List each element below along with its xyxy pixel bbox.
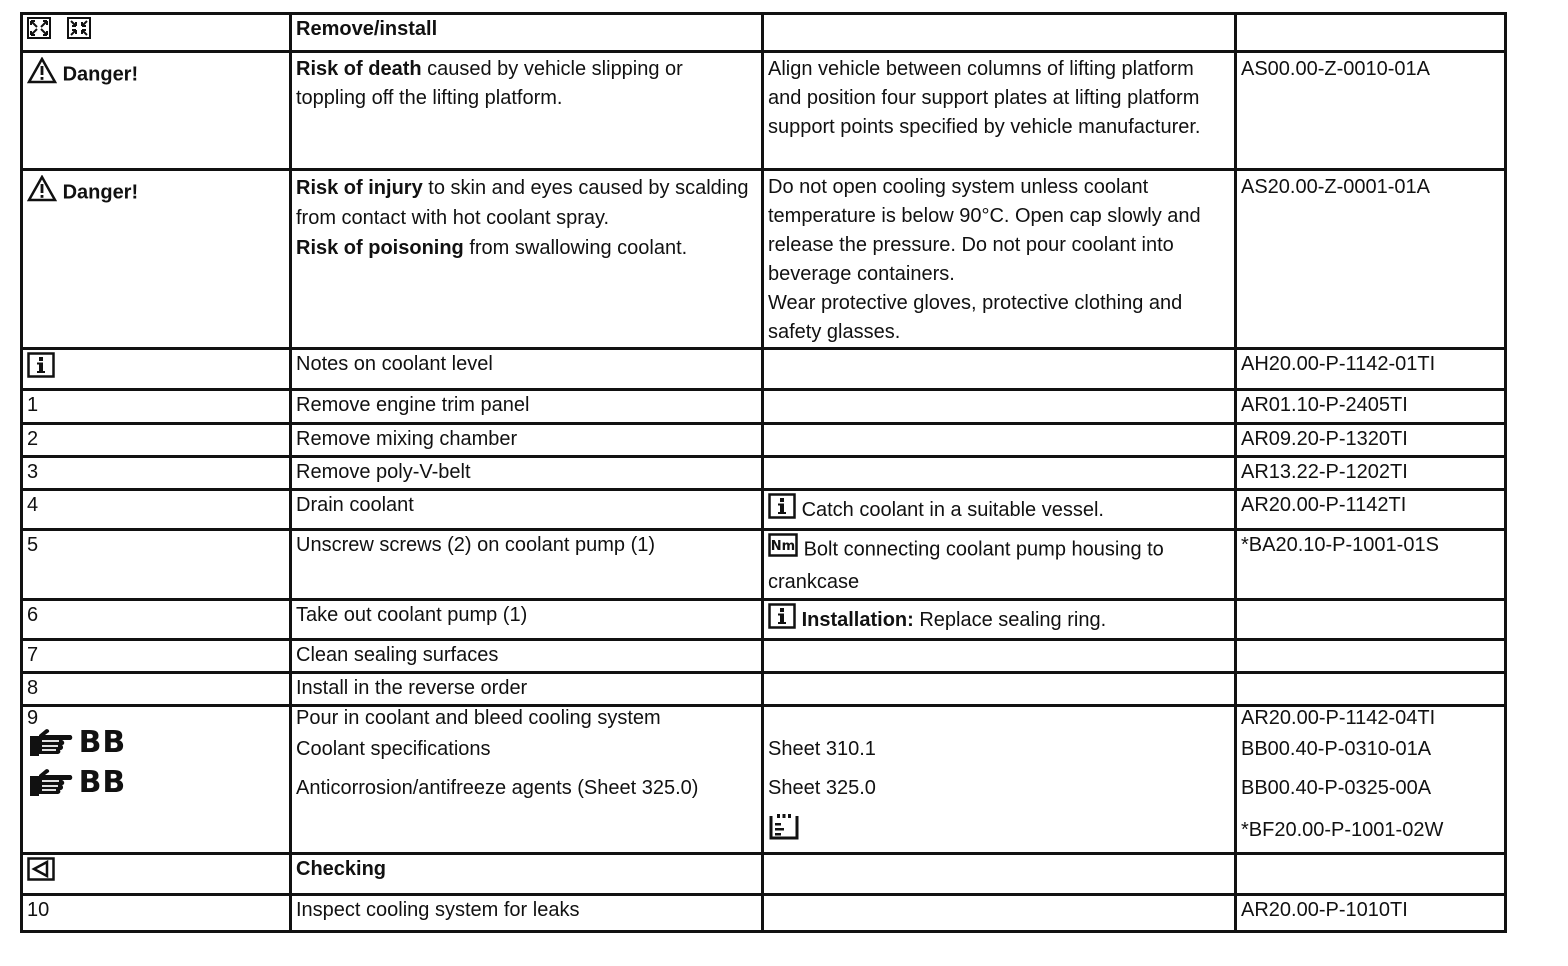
checking-title: Checking — [291, 854, 763, 895]
reference-cell — [1236, 706, 1506, 854]
reference-code — [1236, 640, 1506, 673]
info-icon-cell — [22, 349, 291, 390]
fluid-capacity-icon — [768, 813, 800, 846]
step-note — [763, 600, 1236, 640]
step-number: 2 — [22, 424, 291, 457]
step-row — [22, 895, 1506, 932]
step-number: 3 — [22, 457, 291, 490]
measure-cell: Align vehicle between columns of lifting platform and position four support plates at lifting platform support points specified by vehicle manufacturer. — [763, 52, 1236, 170]
step-note — [763, 673, 1236, 706]
empty-cell — [763, 349, 1236, 390]
step-note — [763, 895, 1236, 932]
risk-cell — [291, 52, 763, 170]
header-empty-cell — [763, 14, 1236, 52]
step-text: Unscrew screws (2) on coolant pump (1) — [291, 530, 763, 600]
step-row — [22, 530, 1506, 600]
step-text-cell — [291, 706, 763, 854]
note-bold: Installation: — [801, 608, 914, 631]
info-icon — [27, 352, 55, 387]
sheet-text: Sheet 310.1 — [768, 738, 876, 760]
risk-text: to skin and eyes caused by scalding from contact with hot coolant spray. — [296, 177, 749, 229]
step-number: 5 — [22, 530, 291, 600]
step-note — [763, 390, 1236, 424]
warning-triangle-icon — [27, 175, 57, 211]
reference-code: BB00.40-P-0325-00A — [1241, 777, 1432, 799]
bb-pointer-row — [27, 764, 285, 809]
step-note — [763, 530, 1236, 600]
risk-bold: Risk of injury — [296, 177, 423, 199]
step-row — [22, 640, 1506, 673]
risk-text: from swallowing coolant. — [463, 237, 688, 259]
risk-text: caused by vehicle slipping or toppling off the lifting platform. — [296, 58, 683, 109]
danger-row-2 — [22, 170, 1506, 349]
step-row — [22, 490, 1506, 530]
step-text: Drain coolant — [291, 490, 763, 530]
info-icon — [768, 603, 796, 638]
reference-code: AH20.00-P-1142-01TI — [1236, 349, 1506, 390]
bb-label: BB — [78, 764, 127, 800]
note-text: Catch coolant in a suitable vessel. — [801, 498, 1104, 521]
step-note — [763, 424, 1236, 457]
reference-code: AR01.10-P-2405TI — [1236, 390, 1506, 424]
checking-arrow-icon — [27, 857, 55, 890]
reference-code: AR20.00-P-1010TI — [1236, 895, 1506, 932]
expand-arrows-icon — [27, 17, 51, 48]
measure-text: Wear protective gloves, protective clothing and safety glasses. — [768, 292, 1183, 343]
info-text: Notes on coolant level — [291, 349, 763, 390]
step-row — [22, 457, 1506, 490]
danger-label: Danger! — [62, 63, 139, 86]
risk-bold: Risk of poisoning — [296, 237, 464, 259]
spec-text: Anticorrosion/antifreeze agents (Sheet 325.0) — [296, 777, 699, 799]
step-number: 4 — [22, 490, 291, 530]
step-row — [22, 600, 1506, 640]
reference-code — [1236, 600, 1506, 640]
step-number: 9 — [27, 707, 39, 729]
step-number: 6 — [22, 600, 291, 640]
reference-code: AR20.00-P-1142TI — [1236, 490, 1506, 530]
pointing-hand-icon — [27, 769, 73, 804]
step-note — [763, 490, 1236, 530]
note-text: Bolt connecting coolant pump housing to crankcase — [768, 538, 1164, 593]
danger-cell — [22, 170, 291, 349]
checking-row — [22, 854, 1506, 895]
reference-code: *BF20.00-P-1001-02W — [1241, 819, 1444, 841]
header-title: Remove/install — [291, 14, 763, 52]
bb-label: BB — [78, 724, 127, 760]
reference-code: AR13.22-P-1202TI — [1236, 457, 1506, 490]
danger-row-1 — [22, 52, 1506, 170]
collapse-arrows-icon — [67, 17, 91, 48]
header-row — [22, 14, 1506, 52]
step-row — [22, 390, 1506, 424]
step-note — [763, 640, 1236, 673]
reference-code: AR09.20-P-1320TI — [1236, 424, 1506, 457]
step-text: Remove engine trim panel — [291, 390, 763, 424]
reference-code: *BA20.10-P-1001-01S — [1236, 530, 1506, 600]
spec-text: Coolant specifications — [296, 738, 491, 760]
reference-code: AS00.00-Z-0010-01A — [1236, 52, 1506, 170]
step-text: Remove mixing chamber — [291, 424, 763, 457]
step-text: Take out coolant pump (1) — [291, 600, 763, 640]
step-number: 8 — [22, 673, 291, 706]
checking-icon-cell — [22, 854, 291, 895]
note-text: Replace sealing ring. — [913, 608, 1107, 631]
info-icon — [768, 493, 796, 528]
risk-bold: Risk of death — [296, 58, 422, 80]
capacity-row — [768, 813, 1230, 846]
reference-code: BB00.40-P-0310-01A — [1241, 738, 1432, 760]
sheet-text: Sheet 325.0 — [768, 777, 876, 799]
warning-triangle-icon — [27, 57, 57, 93]
step-number: 7 — [22, 640, 291, 673]
empty-cell — [763, 854, 1236, 895]
svg-text:Nm: Nm — [770, 539, 796, 554]
step-text: Inspect cooling system for leaks — [291, 895, 763, 932]
risk-cell — [291, 170, 763, 349]
step-note-cell — [763, 706, 1236, 854]
step-text: Install in the reverse order — [291, 673, 763, 706]
step-row-9 — [22, 706, 1506, 854]
pointing-hand-icon — [27, 729, 73, 764]
step-row — [22, 424, 1506, 457]
bb-pointer-row — [27, 724, 285, 769]
empty-cell — [1236, 854, 1506, 895]
header-empty-cell — [1236, 14, 1506, 52]
torque-nm-icon — [768, 533, 798, 567]
step-note — [763, 457, 1236, 490]
step-text: Clean sealing surfaces — [291, 640, 763, 673]
reference-code — [1236, 673, 1506, 706]
reference-code: AR20.00-P-1142-04TI — [1241, 707, 1436, 729]
procedure-table — [20, 12, 1507, 933]
step-text: Remove poly-V-belt — [291, 457, 763, 490]
danger-cell — [22, 52, 291, 170]
step-number-cell — [22, 706, 291, 854]
measure-cell — [763, 170, 1236, 349]
info-row — [22, 349, 1506, 390]
danger-label: Danger! — [62, 181, 139, 204]
step-number: 1 — [22, 390, 291, 424]
reference-code: AS20.00-Z-0001-01A — [1236, 170, 1506, 349]
step-text: Pour in coolant and bleed cooling system — [296, 707, 661, 729]
measure-text: Do not open cooling system unless coolant temperature is below 90°C. Open cap slowly and release the pressure. Do not pour coolant into beverage containers. — [768, 176, 1201, 285]
step-number: 10 — [22, 895, 291, 932]
step-row — [22, 673, 1506, 706]
header-icons-cell — [22, 14, 291, 52]
